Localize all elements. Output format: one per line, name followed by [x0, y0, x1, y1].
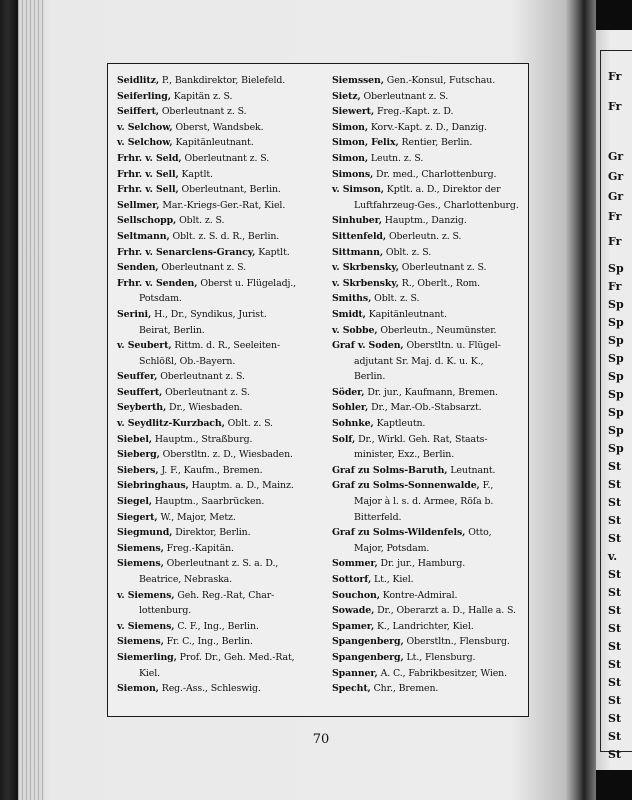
directory-entry	[332, 307, 532, 323]
entry-details: Oberstltn. z. D., Wiesbaden.	[159, 449, 293, 461]
directory-entry	[117, 198, 317, 214]
entry-name: v. Siemens,	[117, 589, 175, 601]
entry-name: Souchon,	[332, 589, 380, 601]
entry-details: Direktor, Berlin.	[172, 527, 251, 539]
directory-entry	[332, 650, 532, 666]
directory-entry	[117, 510, 317, 526]
entry-details: Freg.-Kapt. z. D.	[374, 106, 454, 118]
directory-entry	[117, 556, 317, 587]
directory-entry	[117, 135, 317, 151]
entry-name: Siemens,	[117, 636, 164, 648]
directory-entry	[332, 73, 532, 89]
directory-entry	[332, 369, 532, 385]
directory-entry	[332, 603, 532, 619]
right-page-fragment: St	[608, 658, 622, 671]
directory-entry	[332, 245, 532, 261]
entry-details: Rentier, Berlin.	[398, 137, 473, 149]
right-page-fragment: Sp	[608, 334, 624, 347]
entry-name: Sittmann,	[332, 246, 383, 258]
entry-details: Oblt. z. S.	[176, 215, 225, 227]
entry-details: Hauptm., Straßburg.	[151, 433, 253, 445]
directory-entry	[332, 478, 532, 509]
directory-entry	[332, 556, 532, 572]
entry-details: Kapitänleutnant.	[365, 308, 447, 320]
entry-name: Sohnke,	[332, 418, 374, 430]
entry-name: Siemerling,	[117, 651, 177, 663]
entry-details: Dr., Oberarzt a. D., Halle a. S.	[374, 605, 516, 617]
entry-details: Lt., Kiel.	[371, 574, 414, 585]
entry-details: Dr., Wiesbaden.	[166, 402, 243, 414]
entry-name: Spamer,	[332, 620, 375, 632]
entry-name: Frhr. v. Senden,	[117, 277, 198, 289]
entry-details: Kaptleutn.	[373, 418, 426, 430]
directory-entry	[117, 400, 317, 416]
directory-entry	[332, 213, 532, 229]
entry-name: Spangenberg,	[332, 636, 404, 648]
directory-entry	[332, 525, 532, 556]
directory-entry	[117, 213, 317, 229]
right-page-fragment: Gr	[608, 190, 624, 203]
directory-entry	[117, 245, 317, 261]
entry-details: P., Bankdirektor, Bielefeld.	[159, 75, 286, 86]
directory-entry	[117, 120, 317, 136]
directory-entry	[117, 525, 317, 541]
right-page-fragment: St	[608, 712, 622, 725]
directory-entry	[117, 182, 317, 198]
entry-details: Oblt. z. S.	[371, 293, 420, 305]
entry-name: Frhr. v. Senarclens-Grancy,	[117, 246, 256, 258]
right-page-fragment: St	[608, 604, 622, 617]
book-binding	[0, 0, 18, 800]
entry-name: Simons,	[332, 168, 374, 180]
entry-name: v. Seubert,	[117, 340, 172, 352]
entry-details: Geh. Reg.-Rat, Char-	[174, 589, 275, 601]
left-column	[117, 73, 317, 697]
entry-details: Oberleutnant z. S.	[162, 386, 250, 398]
right-page-fragment: Fr	[608, 210, 622, 223]
right-page-fragment: Sp	[608, 442, 624, 455]
entry-name: v. Selchow,	[117, 137, 173, 149]
right-page-fragment: St	[608, 622, 622, 635]
entry-name: Seidlitz,	[117, 75, 159, 86]
entry-name: Sietz,	[332, 90, 361, 102]
directory-entry	[332, 104, 532, 120]
directory-entry	[117, 104, 317, 120]
entry-details: Oberleutnant, Berlin.	[178, 184, 281, 196]
entry-details: Oberleutnant z. S.	[398, 262, 487, 274]
right-page-fragment: v.	[608, 550, 618, 563]
directory-entry	[117, 89, 317, 105]
entry-continuation: adjutant Sr. Maj. d. K. u. K.,	[354, 355, 484, 367]
directory-entry	[117, 463, 317, 479]
right-page-fragment: Gr	[608, 150, 624, 163]
right-page-fragment: Sp	[608, 370, 624, 383]
entry-details: Oberleutnant z. S.	[157, 371, 245, 383]
directory-entry	[332, 338, 532, 369]
entry-continuation: Bitterfeld.	[354, 511, 402, 523]
entry-name: v. Siemens,	[117, 620, 175, 632]
entry-name: Graf v. Soden,	[332, 340, 404, 352]
entry-details: Mar.-Kriegs-Ger.-Rat, Kiel.	[159, 199, 286, 211]
directory-entry	[117, 478, 317, 494]
right-page-partial	[596, 30, 632, 770]
directory-entry	[332, 323, 532, 339]
directory-entry	[117, 650, 317, 681]
directory-entry	[117, 432, 317, 448]
entry-name: Siebers,	[117, 464, 159, 476]
entry-name: Seiferling,	[117, 90, 171, 102]
entry-continuation: Major à l. s. d. Armee, Röſa b.	[354, 496, 494, 508]
directory-entry	[332, 681, 532, 697]
entry-details: K., Landrichter, Kiel.	[374, 620, 474, 632]
directory-entry	[332, 619, 532, 635]
entry-name: Smiths,	[332, 293, 372, 305]
right-page-fragment: Sp	[608, 352, 624, 365]
directory-entry	[117, 276, 317, 307]
directory-entry	[117, 338, 317, 369]
directory-entry	[117, 447, 317, 463]
entry-details: Hauptm., Danzig.	[381, 215, 467, 227]
entry-name: Seuffer,	[117, 371, 158, 383]
right-page-fragment: Sp	[608, 406, 624, 419]
entry-name: Simon,	[332, 152, 368, 164]
entry-details: Leutn. z. S.	[368, 152, 424, 164]
directory-entry	[117, 167, 317, 183]
entry-name: Graf zu Solms-Wildenfels,	[332, 527, 466, 539]
entry-details: Kptlt. a. D., Direktor der	[383, 184, 501, 196]
entry-details: Oberleutn. z. S.	[386, 230, 462, 242]
directory-entry	[117, 151, 317, 167]
directory-entry	[117, 634, 317, 650]
entry-name: Graf zu Solms-Baruth,	[332, 464, 448, 476]
page-edges	[18, 0, 44, 800]
directory-entry	[117, 307, 317, 338]
right-page-fragment: St	[608, 514, 622, 527]
directory-entry	[117, 494, 317, 510]
right-page-fragment: Fr	[608, 235, 622, 248]
entry-name: Siegmund,	[117, 527, 173, 539]
right-page-fragment: St	[608, 460, 622, 473]
entry-continuation: Schlößl, Ob.-Bayern.	[139, 355, 236, 367]
entry-details: Otto,	[465, 527, 492, 539]
directory-entry	[332, 151, 532, 167]
entry-continuation: Potsdam.	[139, 293, 182, 305]
entry-details: Oberleutnant z. S.	[158, 106, 247, 118]
entry-details: Hauptm. a. D., Mainz.	[188, 480, 294, 492]
entry-name: Smidt,	[332, 308, 366, 320]
entry-name: v. Selchow,	[117, 121, 173, 133]
directory-entry	[332, 229, 532, 245]
entry-name: Graf zu Solms-Sonnenwalde,	[332, 480, 480, 492]
entry-name: Seyberth,	[117, 402, 167, 414]
entry-name: v. Seydlitz-Kurzbach,	[117, 418, 225, 430]
entry-details: Reg.-Ass., Schleswig.	[158, 683, 261, 695]
directory-entry	[117, 229, 317, 245]
right-page-fragment: Sp	[608, 298, 624, 311]
directory-entry	[332, 291, 532, 307]
entry-continuation: Beatrice, Nebraska.	[139, 574, 233, 585]
directory-entry	[117, 416, 317, 432]
entry-details: Chr., Bremen.	[370, 683, 439, 695]
directory-entry	[332, 276, 532, 292]
entry-details: Fr. C., Ing., Berlin.	[163, 636, 253, 648]
entry-name: Sommer,	[332, 558, 378, 570]
directory-entry	[332, 416, 532, 432]
entry-continuation: minister, Exz., Berlin.	[354, 449, 455, 461]
directory-entry	[332, 167, 532, 183]
entry-name: Sellmer,	[117, 199, 160, 211]
entry-name: v. Sobbe,	[332, 324, 378, 336]
directory-entry	[117, 619, 317, 635]
entry-continuation: Berlin.	[354, 371, 386, 383]
right-page-fragment: St	[608, 586, 622, 599]
entry-continuation: lottenburg.	[139, 605, 192, 617]
right-page-fragment: Gr	[608, 170, 624, 183]
entry-name: Simon,	[332, 121, 368, 133]
entry-details: C. F., Ing., Berlin.	[174, 620, 259, 632]
entry-name: Solf,	[332, 433, 356, 445]
right-page-fragment: St	[608, 568, 622, 581]
entry-name: Sohler,	[332, 402, 369, 414]
entry-continuation: Kiel.	[139, 667, 161, 679]
directory-entry	[117, 588, 317, 619]
entry-details: Kaptlt.	[255, 246, 290, 258]
right-page-fragment: Sp	[608, 262, 624, 275]
entry-details: Dr. med., Charlottenburg.	[373, 168, 497, 180]
directory-entry	[332, 135, 532, 151]
entry-details: Oblt. z. S.	[224, 418, 273, 430]
entry-continuation: Beirat, Berlin.	[139, 324, 205, 336]
directory-entry	[117, 681, 317, 697]
directory-entry	[332, 89, 532, 105]
right-page-fragment: St	[608, 748, 622, 761]
right-column	[332, 73, 532, 697]
directory-entry	[332, 400, 532, 416]
entry-name: Söder,	[332, 386, 365, 398]
directory-entry	[332, 260, 532, 276]
entry-details: Hauptm., Saarbrücken.	[151, 496, 265, 508]
entry-details: Gen.-Konsul, Futschau.	[383, 75, 496, 86]
directory-entry	[332, 572, 532, 588]
directory-entry	[117, 541, 317, 557]
right-page-fragment: Sp	[608, 388, 624, 401]
directory-entry	[332, 634, 532, 650]
entry-details: Kapitän z. S.	[170, 90, 233, 102]
entry-name: Frhr. v. Sell,	[117, 168, 179, 180]
entry-details: Prof. Dr., Geh. Med.-Rat,	[176, 651, 295, 663]
right-page-fragment: Fr	[608, 280, 622, 293]
entry-name: Siemon,	[117, 683, 159, 695]
directory-entry	[117, 260, 317, 276]
entry-details: J. F., Kaufm., Bremen.	[158, 464, 263, 476]
entry-name: Siegert,	[117, 511, 158, 523]
entry-details: Oberleutnant z. S.	[158, 262, 246, 274]
entry-name: Spanner,	[332, 667, 378, 679]
entry-name: v. Skrbensky,	[332, 277, 399, 289]
entry-details: Oberleutn., Neumünster.	[377, 324, 497, 336]
entry-details: Kontre-Admiral.	[379, 589, 458, 601]
right-page-fragment: St	[608, 730, 622, 743]
page-number: 70	[312, 732, 330, 747]
entry-continuation: Major, Potsdam.	[354, 542, 430, 554]
entry-details: Lt., Flensburg.	[403, 651, 476, 663]
entry-name: v. Skrbensky,	[332, 262, 399, 274]
right-page-fragment: Sp	[608, 316, 624, 329]
entry-name: Siegel,	[117, 496, 152, 508]
entry-details: Kaptlt.	[178, 168, 213, 180]
directory-entry	[332, 182, 532, 213]
entry-name: Siemssen,	[332, 75, 384, 86]
entry-name: Sowade,	[332, 605, 375, 617]
directory-entry	[117, 385, 317, 401]
entry-details: F.,	[479, 480, 494, 492]
entry-details: Oberstltn. u. Flügel-	[403, 340, 501, 352]
directory-entry	[332, 510, 532, 526]
directory-entry	[332, 588, 532, 604]
entry-name: Sittenfeld,	[332, 230, 387, 242]
entry-details: Oberst, Wandsbek.	[172, 121, 264, 133]
entry-name: Sinhuber,	[332, 215, 382, 227]
entry-details: Oberleutnant z. S.	[181, 152, 270, 164]
entry-name: Sieberg,	[117, 449, 160, 461]
entry-name: Seuffert,	[117, 386, 163, 398]
entry-name: Specht,	[332, 683, 371, 695]
entry-details: Dr. jur., Hamburg.	[377, 558, 466, 570]
entry-name: Senden,	[117, 262, 159, 274]
entry-name: Siemens,	[117, 558, 164, 570]
entry-name: Siebringhaus,	[117, 480, 189, 492]
right-page-fragment: St	[608, 496, 622, 509]
entry-details: Leutnant.	[447, 464, 496, 476]
entry-details: Oberst u. Flügeladj.,	[197, 277, 297, 289]
directory-entry	[332, 463, 532, 479]
right-page-fragment: Fr	[608, 100, 622, 113]
right-page-fragment: St	[608, 694, 622, 707]
entry-name: Siewert,	[332, 106, 375, 118]
directory-entry	[117, 369, 317, 385]
right-page-fragment: St	[608, 676, 622, 689]
entry-name: Frhr. v. Seld,	[117, 152, 182, 164]
directory-entry	[117, 73, 317, 89]
right-page-fragment: St	[608, 640, 622, 653]
right-page-fragment: Fr	[608, 70, 622, 83]
entry-details: W., Major, Metz.	[157, 511, 236, 523]
entry-name: Frhr. v. Sell,	[117, 184, 179, 196]
entry-details: Oberleutnant z. S.	[360, 90, 449, 102]
entry-details: Freg.-Kapitän.	[163, 542, 234, 554]
entry-details: Oberleutnant z. S. a. D.,	[163, 558, 279, 570]
entry-details: Kapitänleutnant.	[172, 137, 254, 149]
entry-name: Sellschopp,	[117, 215, 177, 227]
entry-name: v. Simson,	[332, 184, 384, 196]
entry-name: Seiffert,	[117, 106, 159, 118]
entry-details: Oblt. z. S.	[382, 246, 432, 258]
entry-name: Seltmann,	[117, 230, 170, 242]
directory-entry	[332, 432, 532, 463]
entry-name: Sottorf,	[332, 574, 372, 585]
entry-name: Siebel,	[117, 433, 152, 445]
entry-name: Spangenberg,	[332, 651, 404, 663]
entry-name: Simon, Felix,	[332, 137, 399, 149]
right-page-fragment: Sp	[608, 424, 624, 437]
entry-continuation: Luftfahrzeug-Ges., Charlottenburg.	[354, 199, 519, 211]
entry-details: Oberstltn., Flensburg.	[403, 636, 510, 648]
directory-entry	[332, 666, 532, 682]
entry-name: Serini,	[117, 308, 152, 320]
directory-entry	[332, 120, 532, 136]
entry-details: Korv.-Kapt. z. D., Danzig.	[368, 121, 487, 133]
entry-details: Rittm. d. R., Seeleiten-	[171, 340, 281, 352]
entry-details: Dr., Wirkl. Geh. Rat, Staats-	[355, 433, 488, 445]
entry-details: Oblt. z. S. d. R., Berlin.	[169, 230, 280, 242]
entry-details: A. C., Fabrikbesitzer, Wien.	[377, 667, 507, 679]
entry-details: Dr., Mar.-Ob.-Stabsarzt.	[368, 402, 482, 414]
right-page-fragment: St	[608, 532, 622, 545]
right-page-fragment: St	[608, 478, 622, 491]
entry-details: H., Dr., Syndikus, Jurist.	[151, 308, 267, 320]
entry-name: Siemens,	[117, 542, 164, 554]
book-gutter	[566, 0, 596, 800]
directory-entry	[332, 385, 532, 401]
entry-details: R., Oberlt., Rom.	[398, 277, 481, 289]
entry-details: Dr. jur., Kaufmann, Bremen.	[364, 386, 498, 398]
